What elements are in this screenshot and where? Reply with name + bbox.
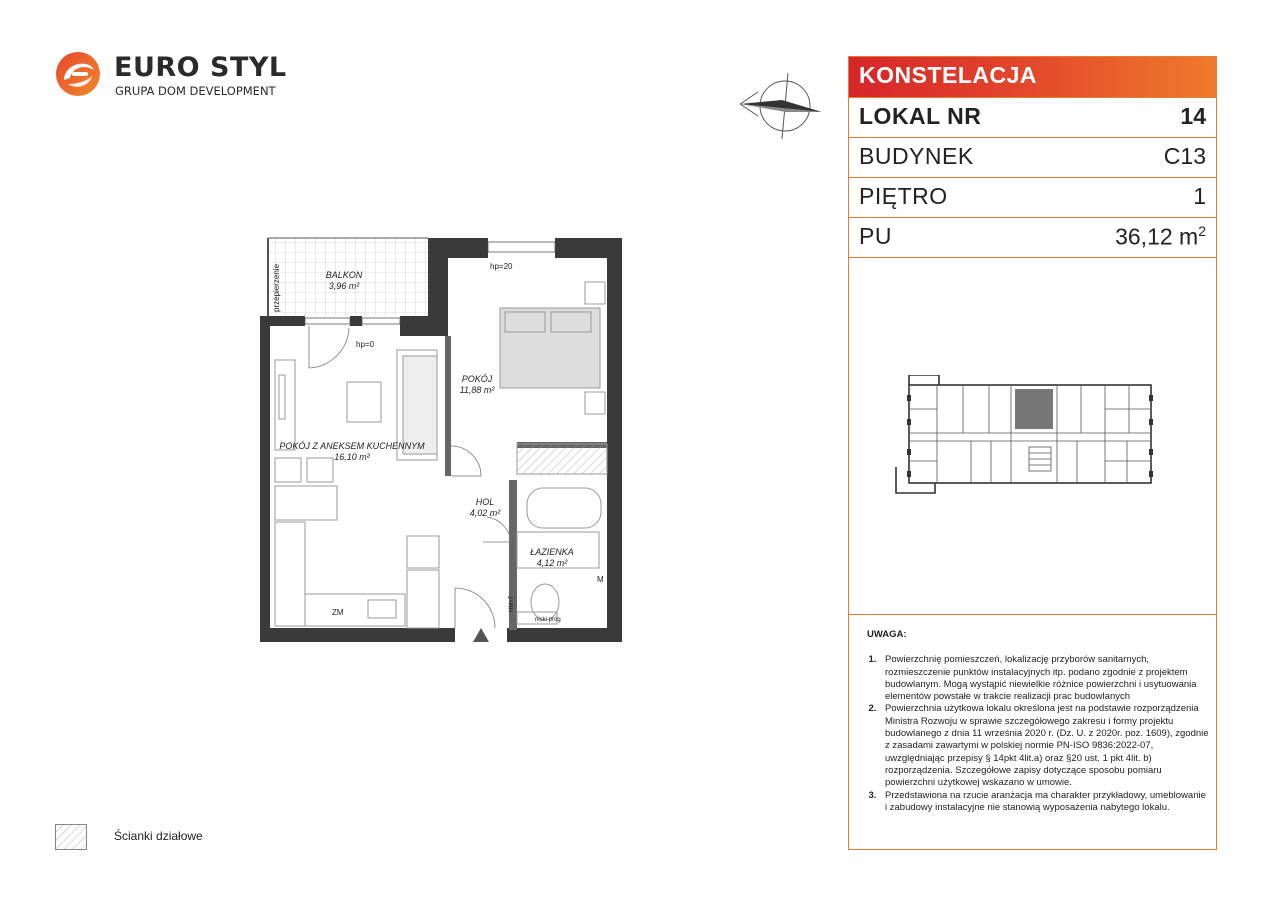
row-budynek [849,137,1216,177]
label-hmt: HM+T [509,595,515,612]
brand-name: EURO STYL [114,52,287,83]
room-balkon-name: BALKON [325,270,363,280]
room-hol-area: 4,02 m² [469,508,501,518]
partition-legend-swatch [55,824,87,850]
north-arrow-icon [738,70,828,140]
brand-logo [54,50,287,102]
floor-plan [255,232,627,646]
brand-tagline: GRUPA DOM DEVELOPMENT [115,84,276,98]
note-item: 3. Przedstawiona na rzucie aranżacja ma charakter przykładowy, umeblowanie i zabudowy instalacyjne nie stanowią wyposażenia nabytego lokalu. [879,790,1209,815]
note-item: 1. Powierzchnię pomieszczeń, lokalizację przyborów sanitarnych, rozmieszczenie punktów instalacyjnych itp. podano zgodnie z projektem budowlanym. Mogą wystąpić niewielkie różnice powierzchni i usytuowania elementów powstałe w trakcie realizacji prac budowlanych [879,654,1209,703]
label-zm: ZM [332,608,344,617]
project-header [849,57,1216,97]
row-lokal [849,97,1216,137]
key-plan-area [849,257,1216,615]
room-kitchen-name: POKÓJ Z ANEKSEM KUCHENNYM [279,441,425,451]
note-item: 2. Powierzchnia użytkowa lokalu określona jest na podstawie rozporządzenia Ministra Rozwoju w sprawie szczegółowego zakresu i formy projektu budowlanego z dnia 11 września 2020 r. (Dz. U. z 2020r. poz. 1609), zgodnie z zasadami zawartymi w polskiej normie PN-ISO 9836:2022-07, uwzględniając przepisy § 14pkt 4lit.a) oraz §20 ust. 1 pkt 4lit. b) rozporządzenia. Szczegółowe zapisy dotyczące sposobu pomiaru powierzchni użytkowej wskazano w umowie. [879,703,1209,789]
building-key-plan [891,375,1161,505]
notes-title: UWAGA: [867,629,907,640]
entrance-arrow-icon [473,628,489,642]
room-pokoj-name: POKÓJ [461,374,493,384]
row-pietro-label: PIĘTRO [859,183,948,209]
room-lazienka-name: ŁAZIENKA [530,547,574,557]
info-panel [848,56,1217,850]
row-budynek-value: C13 [1163,143,1206,169]
label-hp0: hp=0 [356,340,375,349]
label-m: M [597,575,604,584]
row-pietro [849,177,1216,217]
row-pu-unit-sup: 2 [1198,223,1206,239]
legend-label: Ścianki działowe [114,829,203,843]
unit-highlight [1015,389,1053,429]
row-pu [849,217,1216,257]
room-kitchen-area: 16,10 m² [334,452,370,462]
row-lokal-value: 14 [1180,103,1206,129]
label-threshold: niski próg [535,617,561,623]
room-lazienka-area: 4,12 m² [536,558,568,568]
notes-list [867,654,1209,814]
row-pu-value [1115,223,1206,251]
notes [867,629,1209,814]
room-hol-name: HOL [475,497,495,507]
row-pietro-value: 1 [1193,183,1206,209]
row-lokal-label: LOKAL NR [859,103,982,129]
row-pu-number: 36,12 m [1115,223,1199,250]
row-pu-label: PU [859,223,892,249]
room-pokoj-area: 11,88 m² [459,385,495,395]
row-budynek-label: BUDYNEK [859,143,974,169]
label-partition: przepierzenie [272,263,281,312]
label-hp20: hp=20 [490,262,513,271]
project-name: KONSTELACJA [859,62,1038,88]
room-balkon-area: 3,96 m² [328,281,360,291]
logo-mark-icon [54,50,102,98]
